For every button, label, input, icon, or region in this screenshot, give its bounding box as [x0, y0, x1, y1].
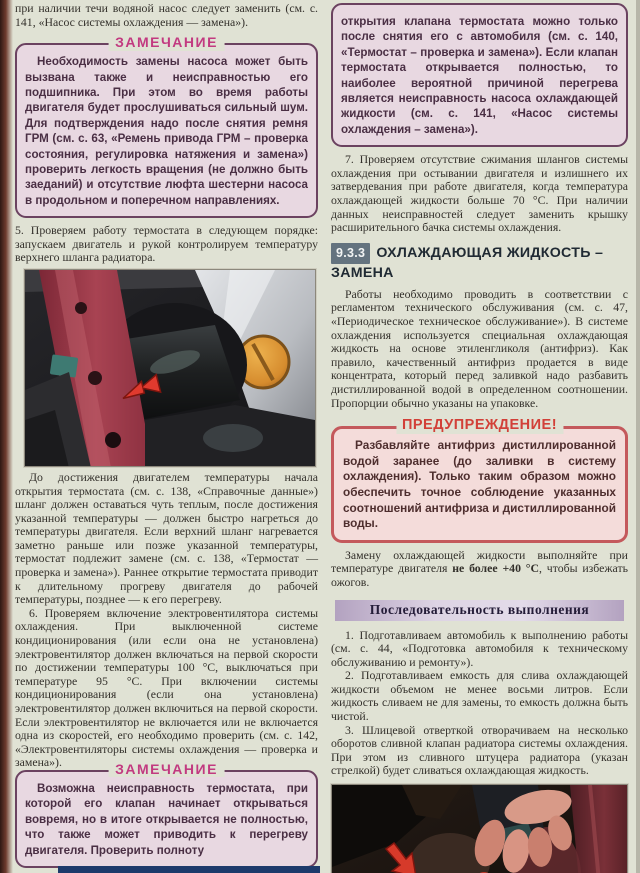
replace-temp-pre: Замену охлаждающей жидкости выполняйте при температуре двигателя [331, 547, 628, 576]
step-3: 3. Шлицевой отверткой отворачиваем на несколько оборотов сливной клапан радиатора системы охлаждения. При этом из сливного штуцера радиатора (указан стрелкой) будет сливаться охлаждающая жидкость. [331, 722, 628, 778]
section-header [331, 243, 628, 282]
note-box-title: ЗАМЕЧАНИЕ [108, 35, 225, 50]
note-box-thermostat [15, 760, 318, 868]
warning-box-title: ПРЕДУПРЕЖДЕНИЕ! [396, 418, 563, 434]
warning-box [331, 417, 628, 543]
subheader-sequence [335, 600, 624, 621]
replace-temp-bold: не более +40 °С [452, 561, 540, 576]
section-number-badge: 9.3.3 [331, 243, 370, 264]
note-box-pump [15, 34, 318, 218]
step-5: 5. Проверяем работу термостата в следующем порядке: запускаем двигатель и рукой контролируем температуру верхнего шланга радиатора. [15, 223, 318, 265]
warning-box-body: Разбавляйте антифриз дистиллированной водой заранее (до заливки в систему охлаждения). Только таким образом можно обеспечить точное соблюдение указанных соотношений антифриза и дистиллированной воды. [343, 438, 617, 531]
step-6: 6. Проверяем включение электровентилятора системы охлаждения. При выключенной системе кондиционирования (или если она не установлена) электровентилятор должен включаться на первой скорости по достижении температуры 100 °С, выключаться при температуре 95 °С. При включении системы кондиционирования (если она установлена) электровентилятор должен включиться на первой скорости. Если электровентилятор не включается или не включается одна из скоростей, его необходимо проверить (см. с. 142, «Электровентиляторы системы охлаждения — проверка и замена»). [15, 605, 318, 770]
note-box-body: Необходимость замены насоса может быть вызвана также и неисправностью его подшипника. При этом во время работы двигателя будет прослушиваться сильный шум. Для подтверждения надо после снятия ремня ГРМ (см. с. 63, «Ремень привода ГРМ – проверка состояния, регулировка натяжения и замена») проверить легкость вращения (не должно быть заеданий) и отсутствие люфта шестерни насоса в продольном и поперечном направлениях. [25, 55, 308, 207]
section-title: ОХЛАЖДАЮЩАЯ ЖИДКОСТЬ – ЗАМЕНА [331, 244, 604, 281]
radiator-drain-photo [331, 784, 628, 873]
paragraph-pump-leak: при наличии течи водяной насос следует заменить (см. с. 141, «Насос системы охлаждения — замена»). [15, 1, 318, 29]
page-binding-shadow [0, 0, 13, 873]
engine-bay-photo [24, 269, 316, 467]
note-box-continuation [331, 3, 628, 147]
replace-temp-post: , чтобы избежать ожогов. [331, 561, 629, 589]
engine-bay-photo-art [25, 270, 315, 467]
paragraph-replace-temp [331, 549, 628, 590]
radiator-drain-photo-art [332, 785, 627, 873]
right-column [331, 0, 628, 873]
step-7: 7. Проверяем отсутствие сжимания шлангов системы охлаждения при остывании двигателя и излишнего их затвердевания при работе двигателя, когда температура охлаждающей жидкости больше 70 °С. При наличии данных неисправностей следует заменить крышку расширительного бачка системы охлаждения. [331, 152, 628, 235]
subheader-label: Последовательность выполнения [369, 601, 590, 617]
step-2: 2. Подготавливаем емкость для слива охлаждающей жидкости объемом не менее восьми литров. Если жидкость сливаем не для замены, то емкость должна быть чистой. [331, 668, 628, 724]
footer-strip [58, 866, 320, 873]
note-box-title: ЗАМЕЧАНИЕ [108, 762, 225, 777]
note-box-body: открытия клапана термостата можно только после снятия его с автомобиля (см. с. 140, «Термостат – проверка и замена»). Если клапан термостата открывается полностью, то наиболее вероятной причиной перегрева является неисправность насоса охлаждающей жидкости (см. с. 141, «Насос системы охлаждения – замена»). [341, 15, 618, 136]
page-edge-shadow [636, 0, 640, 873]
left-column [15, 0, 318, 873]
step-1: 1. Подготавливаем автомобиль к выполнению работы (см. с. 44, «Подготовка автомобиля к техническому обслуживанию и ремонту»). [331, 627, 628, 669]
note-box-body: Возможна неисправность термостата, при которой его клапан начинает открываться вовремя, но в итоге открывается не полностью, что также может приводить к перегреву двигателя. Проверить полноту [25, 781, 308, 857]
paragraph-thermostat-opening: До достижения двигателем температуры начала открытия термостата (см. с. 138, «Справочные данные») шланг должен оставаться чуть теплым, после достижения указанной температуры — должен быстро нагреться до температуры двигателя. Если верхний шланг нагревается заметно раньше или позже указанной температуры, термостат подлежит замене (см. с. 138, «Термостат — проверка и замена»). Раннее открытие термостата приводит к длительному прогреву двигателя до рабочей температуры, позднее — к его перегреву. [15, 469, 318, 607]
paragraph-coolant-info: Работы необходимо проводить в соответствии с регламентом технического обслуживания (см. с. 47, «Периодическое техническое обслуживание»). В системе охлаждения используется специальная охлаждающая жидкость на основе этиленгликоля (антифриз). Как правило, качественный антифриз продается в виде концентрата, который перед заливкой надо разбавить дистиллированной водой в определенном соотношении. Пропорции обычно указаны на упаковке. [331, 286, 628, 410]
